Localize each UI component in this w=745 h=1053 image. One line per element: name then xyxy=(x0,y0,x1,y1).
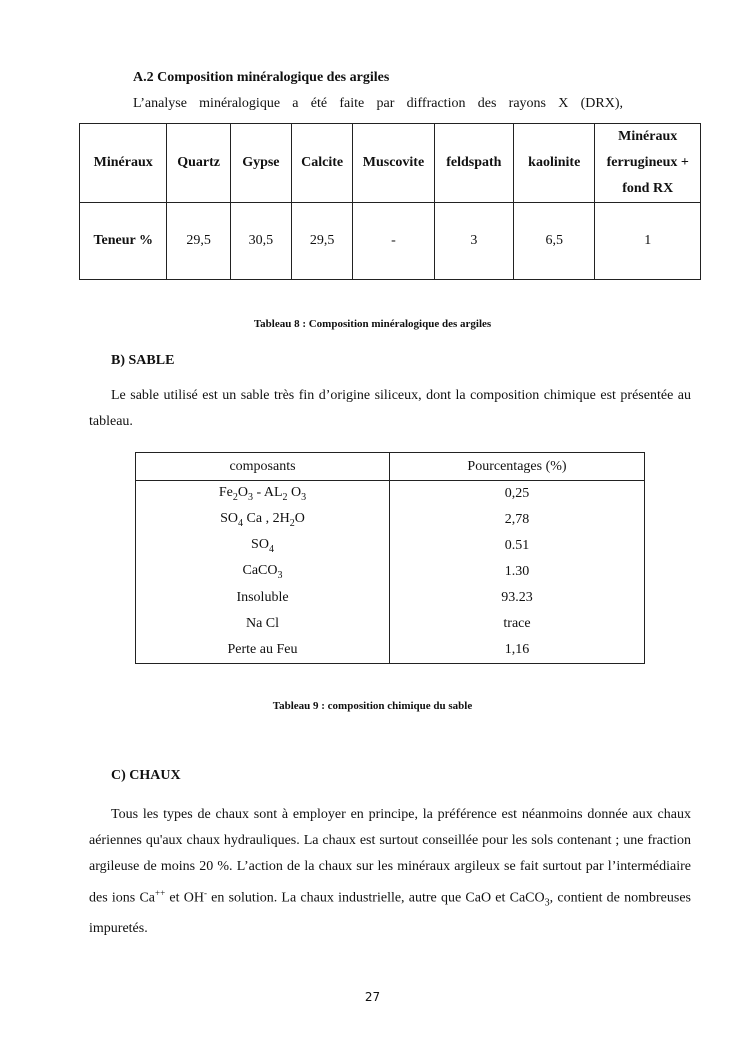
table9-value: trace xyxy=(390,611,645,637)
table-row xyxy=(136,585,645,611)
table9-header: composants xyxy=(136,453,390,481)
table-row xyxy=(136,559,645,585)
table8-header: Gypse xyxy=(230,124,291,203)
table8-header: Quartz xyxy=(167,124,230,203)
sand-composition-table xyxy=(135,452,645,664)
table8-row-label: Teneur % xyxy=(80,203,167,280)
table8-header: Minéraux ferrugineux + fond RX xyxy=(595,124,701,203)
table9-value: 1.30 xyxy=(390,559,645,585)
table8-cell: 1 xyxy=(595,203,701,280)
section-a-intro: L’analyse minéralogique a été faite par diffraction des rayons X (DRX), xyxy=(133,96,623,111)
table8-cell: 29,5 xyxy=(292,203,353,280)
table8-cell: 6,5 xyxy=(514,203,595,280)
section-a-title: A.2 Composition minéralogique des argiles xyxy=(133,70,390,85)
page-number: 27 xyxy=(364,990,381,1004)
mineral-composition-table xyxy=(79,123,701,280)
table9-header: Pourcentages (%) xyxy=(390,453,645,481)
section-c-text: Tous les types de chaux sont à employer en principe, la préférence est néanmoins donnée aux chaux aériennes qu'aux chaux hydrauliques. La chaux est surtout conseillée pour les sols contenant ; une fraction argileuse de moins 20 %. L’action de la chaux sur les minéraux argileux se fait surtout par l’intermédiaire des ions Ca++ et OH- en solution. La chaux industrielle, autre que CaO et CaCO$_3$, contient de nombreuses impuretés. xyxy=(89,807,691,937)
table8-data-row xyxy=(80,203,701,280)
table-row xyxy=(136,481,645,508)
table8-header: feldspath xyxy=(434,124,513,203)
table8-header: kaolinite xyxy=(514,124,595,203)
section-b-title: B) SABLE xyxy=(111,353,175,368)
section-c-title: C) CHAUX xyxy=(111,768,181,783)
table9-value: 1,16 xyxy=(390,637,645,664)
table9-component: $Fe_2O_3 - AL_2$ $O_3$ xyxy=(136,481,390,508)
table8-cell: 30,5 xyxy=(230,203,291,280)
table9-component: Perte au Feu xyxy=(136,637,390,664)
table9-caption: Tableau 9 : composition chimique du sable xyxy=(272,700,473,712)
table-row xyxy=(136,611,645,637)
table9-component: $SO_4$ xyxy=(136,533,390,559)
table9-value: 0.51 xyxy=(390,533,645,559)
table8-cell: - xyxy=(353,203,434,280)
table8-cell: 29,5 xyxy=(167,203,230,280)
table8-header: Calcite xyxy=(292,124,353,203)
table8-cell: 3 xyxy=(434,203,513,280)
table-row xyxy=(136,533,645,559)
table-row xyxy=(136,507,645,533)
table9-component: Na Cl xyxy=(136,611,390,637)
table9-component: $SO_4$ Ca , $2H_2O$ xyxy=(136,507,390,533)
table9-component: Insoluble xyxy=(136,585,390,611)
table9-value: 93.23 xyxy=(390,585,645,611)
table8-header-row xyxy=(80,124,701,203)
table9-value: 0,25 xyxy=(390,481,645,508)
section-b-text: Le sable utilisé est un sable très fin d’origine siliceux, dont la composition chimique est présentée au tableau. xyxy=(89,388,691,429)
table9-value: 2,78 xyxy=(390,507,645,533)
table8-header: Muscovite xyxy=(353,124,434,203)
table8-header: Minéraux xyxy=(80,124,167,203)
table-row xyxy=(136,637,645,664)
table9-header-row xyxy=(136,453,645,481)
table9-component: CaCO$_3$ xyxy=(136,559,390,585)
table8-caption: Tableau 8 : Composition minéralogique des argiles xyxy=(253,318,492,330)
